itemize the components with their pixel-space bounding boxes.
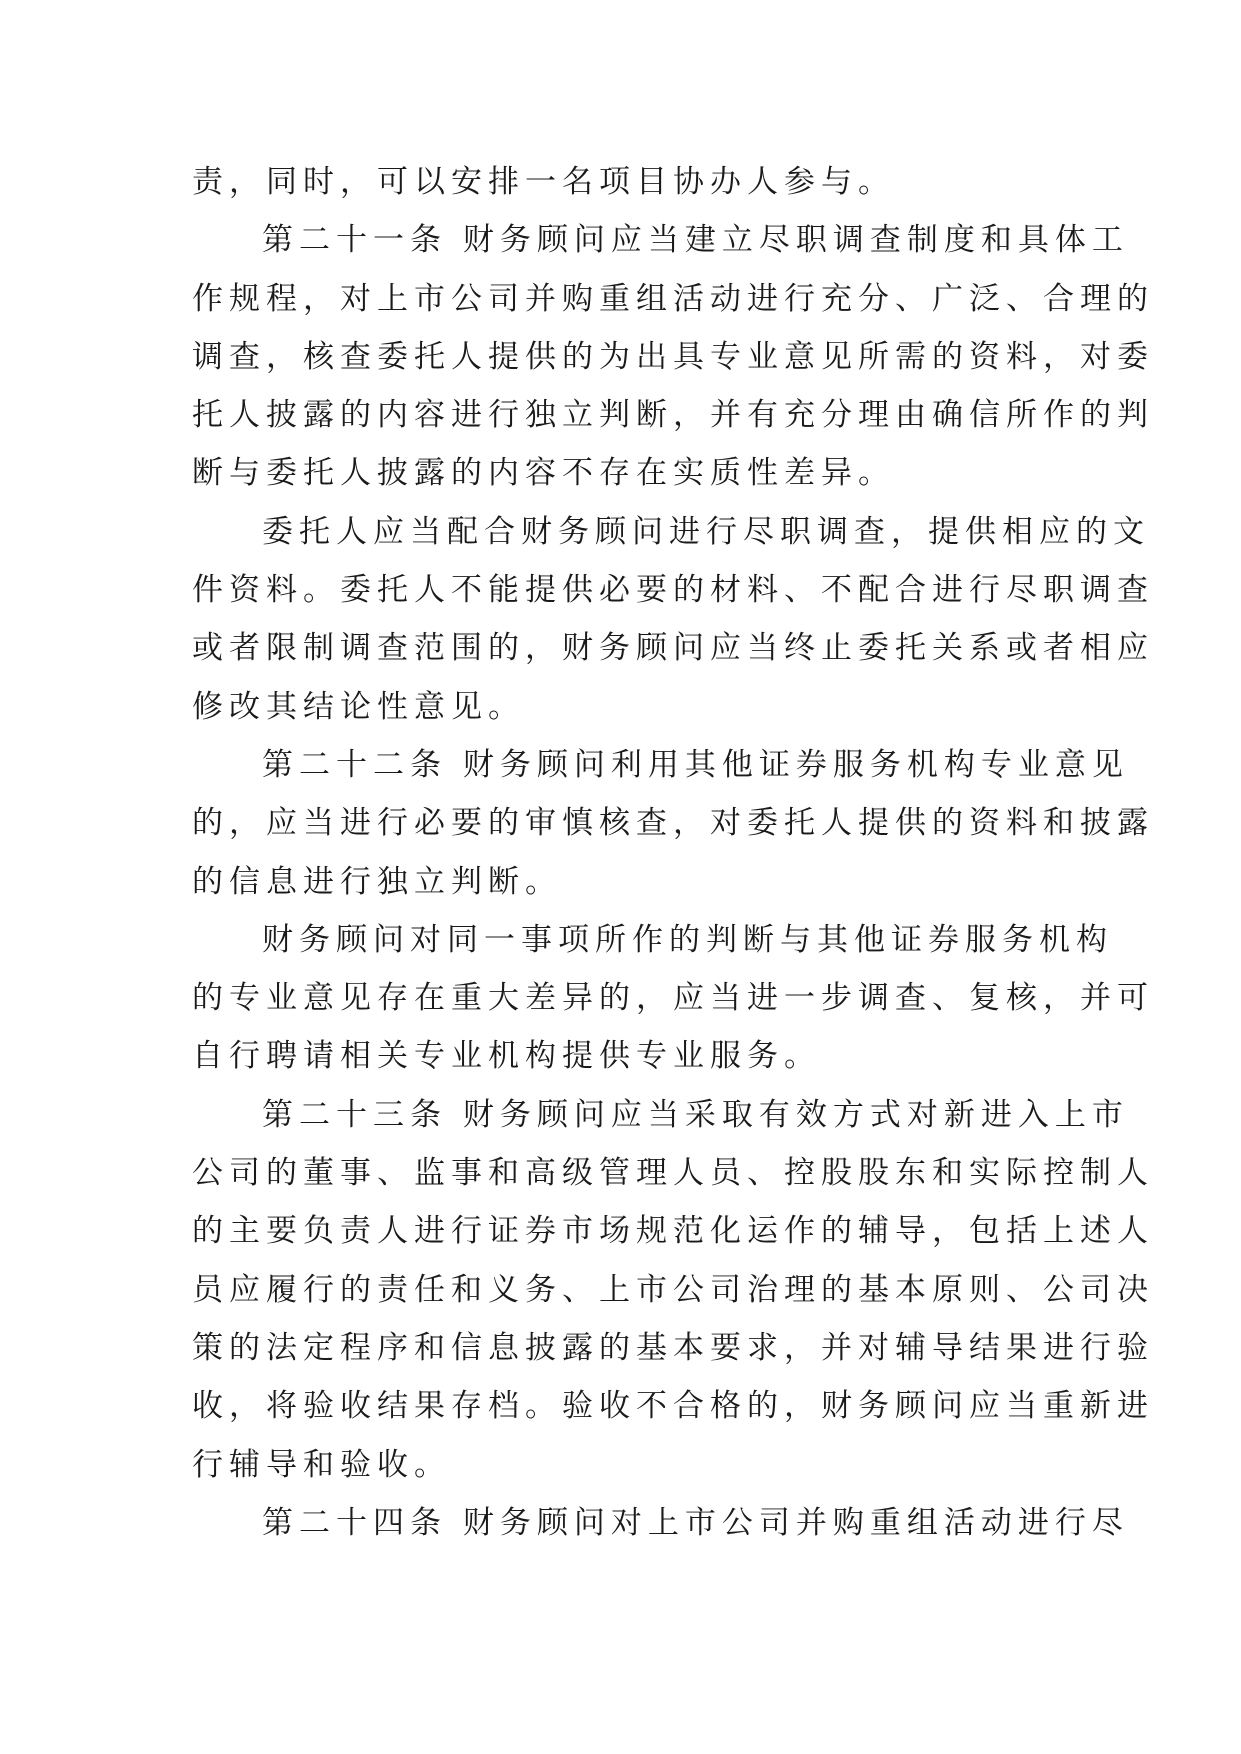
text-line: 自行聘请相关专业机构提供专业服务。 xyxy=(192,1038,821,1075)
text-line: 第二十一条 财务顾问应当建立尽职调查制度和具体工 xyxy=(262,222,1129,259)
text-line: 公司的董事、监事和高级管理人员、控股股东和实际控制人 xyxy=(192,1155,1154,1192)
text-line: 件资料。委托人不能提供必要的材料、不配合进行尽职调查 xyxy=(192,572,1154,609)
text-line: 第二十四条 财务顾问对上市公司并购重组活动进行尽 xyxy=(262,1504,1129,1541)
document-body xyxy=(192,153,1154,1552)
text-line: 第二十二条 财务顾问利用其他证券服务机构专业意见 xyxy=(262,746,1129,783)
text-line: 员应履行的责任和义务、上市公司治理的基本原则、公司决 xyxy=(192,1271,1154,1308)
text-line: 调查，核查委托人提供的为出具专业意见所需的资料，对委 xyxy=(192,338,1154,375)
text-line: 修改其结论性意见。 xyxy=(192,688,525,725)
text-line: 的，应当进行必要的审慎核查，对委托人提供的资料和披露 xyxy=(192,805,1154,842)
text-line: 收，将验收结果存档。验收不合格的，财务顾问应当重新进 xyxy=(192,1388,1154,1425)
text-line: 的专业意见存在重大差异的，应当进一步调查、复核，并可 xyxy=(192,980,1154,1017)
text-line: 的信息进行独立判断。 xyxy=(192,863,562,900)
text-line: 责，同时，可以安排一名项目协办人参与。 xyxy=(192,164,895,200)
text-line: 的主要负责人进行证券市场规范化运作的辅导，包括上述人 xyxy=(192,1213,1154,1250)
text-line: 财务顾问对同一事项所作的判断与其他证券服务机构 xyxy=(262,921,1113,958)
text-line: 断与委托人披露的内容不存在实质性差异。 xyxy=(192,455,895,492)
text-line: 托人披露的内容进行独立判断，并有充分理由确信所作的判 xyxy=(192,397,1154,434)
text-line: 第二十三条 财务顾问应当采取有效方式对新进入上市 xyxy=(262,1096,1129,1133)
text-line: 策的法定程序和信息披露的基本要求，并对辅导结果进行验 xyxy=(192,1329,1154,1366)
text-line: 行辅导和验收。 xyxy=(192,1446,451,1483)
text-line: 作规程，对上市公司并购重组活动进行充分、广泛、合理的 xyxy=(192,280,1154,317)
text-line: 或者限制调查范围的，财务顾问应当终止委托关系或者相应 xyxy=(192,630,1154,667)
text-line: 委托人应当配合财务顾问进行尽职调查，提供相应的文 xyxy=(262,513,1150,550)
